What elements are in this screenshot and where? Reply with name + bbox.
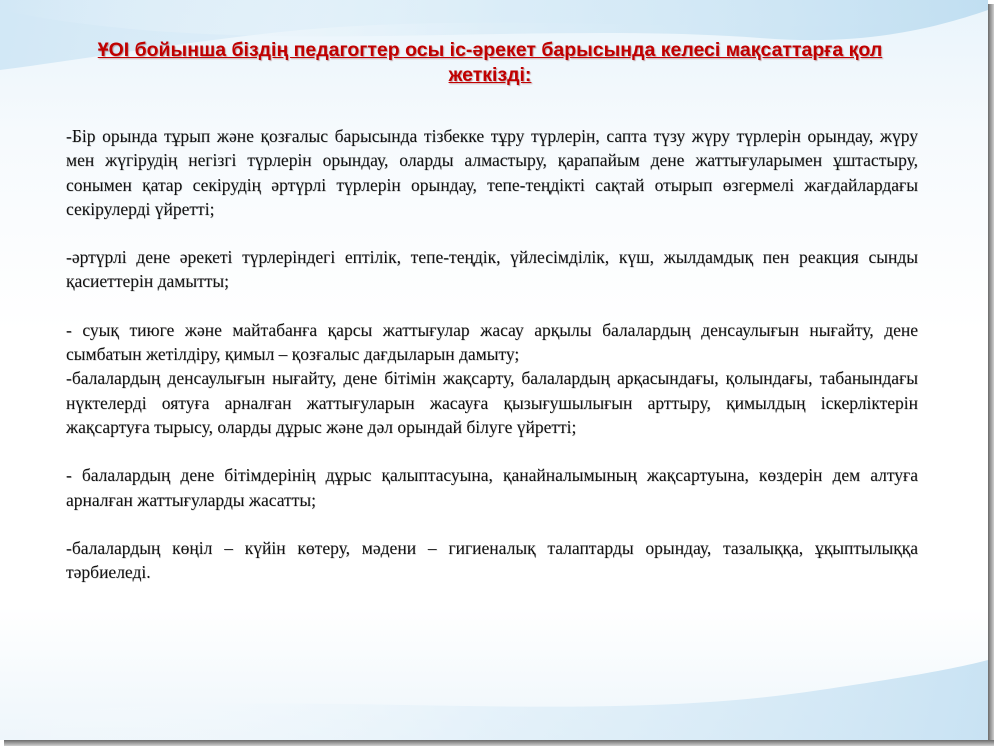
slide-shadow-right (988, 4, 994, 746)
slide-shadow-bottom (4, 740, 994, 746)
paragraph-2: -әртүрлі дене әрекеті түрлеріндегі ептілік, тепе-теңдік, үйлесімділік, күш, жылдамдық пен реакция сынды қасиеттерін дамытты; (66, 247, 918, 292)
bottom-swoosh-decoration (0, 640, 988, 740)
paragraph-3: - суық тиюге және майтабанға қарсы жаттығулар жасау арқылы балалардың денсаулығын нығайту, дене сымбатын жетілдіру, қимыл – қозғалыс дағдыларын дамыту; (66, 319, 918, 365)
slide-title: ҰОІ бойынша біздің педагогтер осы іс-әрекет барысында келесі мақсаттарға қол жеткізді: (97, 39, 883, 86)
slide-body (66, 124, 918, 584)
paragraph-5: - балалардың дене бітімдерінің дұрыс қалыптасуына, қанайналымының жақсартуына, көздерін дем алтуға арналған жаттығуларды жасатты; (66, 465, 918, 510)
paragraph-4: -балалардың денсаулығын нығайту, дене бітімін жақсарту, балалардың арқасындағы, қолындағы, табанындағы нүктелерді оятуға арналған жаттығуларын жасауға қызығушылығын арттыру, қимылдың іскерліктерін жақсартуға тырысу, оларды дұрыс және дәл орындай білуге үйретті; (66, 368, 918, 437)
paragraph-6: -балалардың көңіл – күйін көтеру, мәдени – гигиеналық талаптарды орындау, тазалыққа, ұқыптылыққа тәрбиеледі. (66, 537, 918, 583)
paragraph-1: -Бір орында тұрып және қозғалыс барысында тізбекке тұру түрлерін, сапта түзу жүру түрлерін орындау, жүру мен жүгірудің негізгі түрлерін орындау, оларды алмастыру, қарапайым дене жаттығуларымен ұштастыру, сонымен қатар секірудің әртүрлі түрлерін орындау, тепе-теңдікті сақтай отырып өзгермелі жағдайлардағы секірулерді үйретті; (66, 126, 918, 219)
